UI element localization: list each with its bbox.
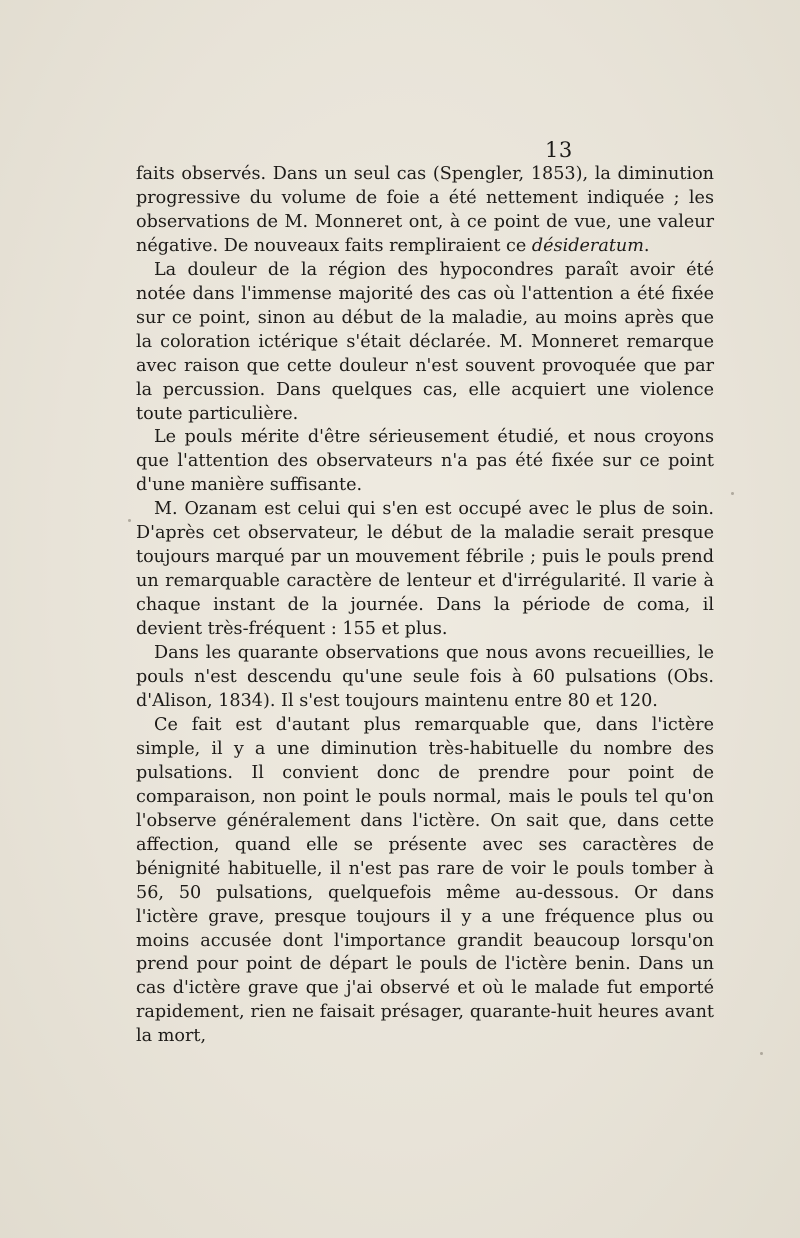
paragraph-4: M. Ozanam est celui qui s'en est occupé avec le plus de soin. D'après cet observateur, le début de la maladie serait presque toujours marqué par un mouvement fébrile ; puis le pouls prend un remarquable caractère de lenteur et d'irrégularité. Il varie à chaque instant de la journée. Dans la période de coma, il devient très-fréquent : 155 et plus. bbox=[136, 499, 714, 640]
paragraph-1 bbox=[136, 163, 714, 259]
paper-speck bbox=[128, 519, 131, 522]
paragraph-6: Ce fait est d'autant plus remarquable que, dans l'ictère simple, il y a une diminution très-habituelle du nombre des pulsations. Il convient donc de prendre pour point de comparaison, non point le pouls normal, mais le pouls tel qu'on l'observe généralement dans l'ictère. On sait que, dans cette affection, quand elle se présente avec ses caractères de bénignité habituelle, il n'est pas rare de voir le pouls tomber à 56, 50 pulsations, quelquefois même au-dessous. Or dans l'ictère grave, presque toujours il y a une fréquence plus ou moins accusée dont l'importance grandit beaucoup lorsqu'on prend pour point de départ le pouls de l'ictère benin. Dans un cas d'ictère grave que j'ai observé et où le malade fut emporté rapidement, rien ne faisait présager, quarante-huit heures avant la mort, bbox=[136, 714, 714, 1047]
paper-speck bbox=[731, 492, 734, 495]
paper-speck bbox=[760, 1052, 763, 1055]
page-number: 13 bbox=[545, 138, 573, 162]
italic-term: désideratum bbox=[531, 235, 644, 256]
paragraph-1-text: faits observés. Dans un seul cas (Spengler, 1853), la diminution progressive du volume de foie a été nettement indiquée ; les observations de M. Monneret ont, à ce point de vue, une valeur négative. De nouveaux faits rempliraient ce bbox=[136, 164, 714, 256]
paragraph-5: Dans les quarante observations que nous avons recueillies, le pouls n'est descendu qu'une seule fois à 60 pulsations (Obs. d'Alison, 1834). Il s'est toujours maintenu entre 80 et 120. bbox=[136, 643, 714, 711]
paragraph-3: Le pouls mérite d'être sérieusement étudié, et nous croyons que l'attention des observateurs n'a pas été fixée sur ce point d'une manière suffisante. bbox=[136, 427, 714, 496]
paragraph-1-end: . bbox=[643, 235, 650, 256]
body-text bbox=[136, 163, 714, 1049]
paragraph-2: La douleur de la région des hypocondres paraît avoir été notée dans l'immense majorité des cas où l'attention a été fixée sur ce point, sinon au début de la maladie, au moins après que la coloration ictérique s'était déclarée. M. Monneret remarque avec raison que cette douleur n'est souvent provoquée que par la percussion. Dans quelques cas, elle acquiert une violence toute particulière. bbox=[136, 259, 714, 424]
